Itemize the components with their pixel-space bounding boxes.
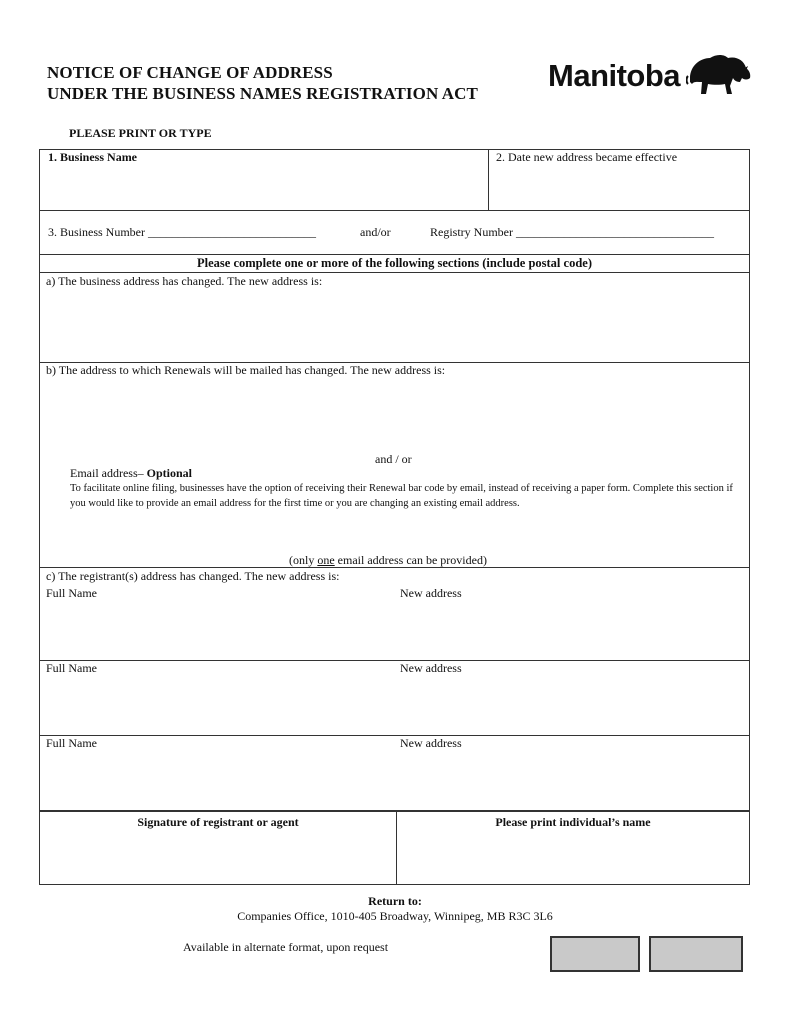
and-or-label: and/or (360, 225, 391, 239)
email-label (70, 466, 192, 481)
divider (40, 810, 749, 812)
date-effective-label: 2. Date new address became effective (496, 150, 678, 164)
change-of-address-form (39, 149, 750, 885)
full-name-label-1: Full Name (46, 586, 97, 600)
new-address-label-2: New address (400, 661, 462, 675)
section-b-label: b) The address to which Renewals will be mailed has changed. The new address is: (46, 363, 446, 377)
full-name-field-3[interactable] (42, 752, 392, 808)
section-a-label: a) The business address has changed. The new address is: (46, 274, 323, 288)
divider (40, 272, 749, 273)
registry-number-field[interactable]: Registry Number _________________________________ (430, 225, 714, 239)
business-name-label: 1. Business Name (48, 150, 138, 164)
office-use-box-2 (649, 936, 743, 972)
section-b-address-field[interactable] (42, 380, 746, 448)
email-label-text: Email address– (70, 466, 144, 480)
new-address-label-3: New address (400, 736, 462, 750)
print-name-field[interactable] (400, 832, 746, 882)
form-title-line-2: UNDER THE BUSINESS NAMES REGISTRATION ACT (47, 84, 478, 103)
new-address-field-1[interactable] (398, 602, 746, 658)
print-instruction: PLEASE PRINT OR TYPE (69, 126, 212, 140)
section-a-address-field[interactable] (42, 292, 746, 360)
row1-divider (488, 150, 489, 210)
section-c-label: c) The registrant(s) address has changed. The new address is: (46, 569, 340, 583)
new-address-field-2[interactable] (398, 677, 746, 733)
full-name-label-3: Full Name (46, 736, 97, 750)
new-address-label-1: New address (400, 586, 462, 600)
email-address-field[interactable] (70, 514, 746, 548)
divider (40, 735, 749, 736)
divider (40, 567, 749, 568)
business-name-field[interactable] (42, 166, 486, 208)
print-name-label: Please print individual’s name (495, 815, 651, 829)
full-name-field-2[interactable] (42, 677, 392, 733)
logo-text: Manitoba (548, 58, 681, 93)
return-address: Companies Office, 1010-405 Broadway, Winnipeg, MB R3C 3L6 (237, 909, 553, 923)
full-name-field-1[interactable] (42, 602, 392, 658)
office-use-box-1 (550, 936, 640, 972)
form-title (47, 62, 478, 104)
full-name-label-2: Full Name (46, 661, 97, 675)
email-limit-pre: (only (289, 553, 318, 567)
email-limit-note (289, 553, 487, 568)
section-b-and-or: and / or (375, 452, 412, 466)
manitoba-logo (548, 52, 753, 100)
date-effective-field[interactable] (492, 166, 746, 208)
email-limit-one: one (317, 553, 335, 567)
bison-icon (686, 52, 752, 96)
divider (40, 254, 749, 255)
email-note: To facilitate online filing, businesses have the option of receiving their Renewal bar code by email, instead of receiving a paper form. Complete this section if you would like to provide an email address for the first time or you are changing an existing email address. (70, 483, 733, 509)
signature-field[interactable] (42, 832, 392, 882)
email-limit-post: email address can be provided) (334, 553, 487, 567)
alternate-format-note: Available in alternate format, upon request (183, 940, 389, 954)
business-number-field[interactable]: 3. Business Number ____________________________ (48, 225, 316, 239)
divider (40, 660, 749, 661)
sections-heading: Please complete one or more of the following sections (include postal code) (197, 256, 592, 270)
return-to-label: Return to: (368, 894, 422, 908)
email-optional: Optional (146, 466, 193, 480)
signature-label: Signature of registrant or agent (137, 815, 299, 829)
divider (40, 210, 749, 211)
form-title-line-1: NOTICE OF CHANGE OF ADDRESS (47, 63, 333, 82)
new-address-field-3[interactable] (398, 752, 746, 808)
